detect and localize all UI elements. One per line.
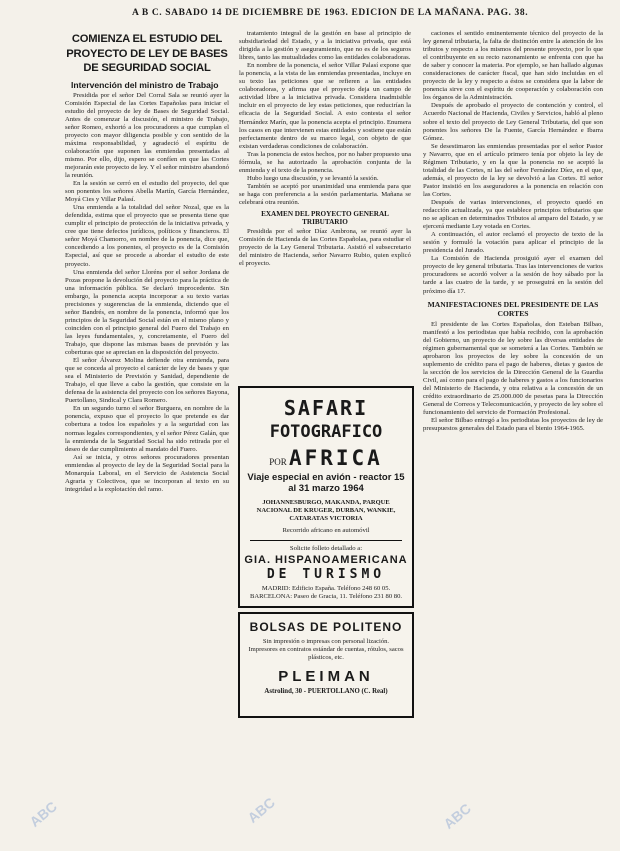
ad-trip-dates: Viaje especial en avión - reactor 15 al 31 marzo 1964	[247, 472, 405, 494]
paragraph: En nombre de la ponencia, el señor Villar Palasí expone que la ponencia, a la vista de las enmiendas presentadas, incluye en su texto las peticiones que se refieren a las entidades colaboradoras, y afirma que el proyecto deja un campo de actividad libre a la iniciativa privada. Considera inadmisible incluir en el proyecto de ley estas peticiones, que reducirían la eficacia de la Seguridad Social. A esto contesta el señor Hernández Marín, que la ponencia acepta el principio. Enumera los casos en que intervienen estas entidades y sostiene que están perfectamente dentro de su marco legal, con objeto de que existan verdaderas condiciones de colaboración.	[239, 62, 411, 150]
ad-request: Solicite folleto detallado a:	[289, 545, 363, 552]
paragraph: Se desestimaron las enmiendas presentadas por el señor Pastor y Navarro, que en el artículo primero tenía por objeto la ley de Régimen Tributario, y en la que la ponencia no se aceptó la totalidad de las Cortes, ni las del señor Fernández Díez, en el que, además, el proyecto de la ley se devolvió a las Cortes. El señor Pastor insistió en los aseguradores a la ponencia en relación con las Cortes.	[423, 142, 603, 198]
advertisement-politeno	[238, 612, 414, 718]
paragraph: En un segundo turno el señor Burguera, en nombre de la ponencia, expuso que el proyecto lo que pretende es dar cobertura a todos los españoles y a la seguridad con las normas legales correspondientes, y el señor Pérez Galán, que la enmienda de la Seguridad Social ha sido retirada por el deseo de dar cumplimiento al mandato del Fuero.	[65, 405, 229, 453]
paragraph: Después de aprobado el proyecto de contención y control, el Acuerdo Nacional de Hacienda, Civiles y Servicios, habló al pleno sobre el texto del proyecto de Ley General Tributaria, del que son ponentes los señores De la Fuente, García Hernández e Ibarra Gómez.	[423, 102, 603, 142]
paragraph: A continuación, el autor reclamó el proyecto de texto de la sesión y formuló la votación para aplicar el principio de la presidencia del Jurado.	[423, 231, 603, 255]
ad2-title: BOLSAS DE POLITENO	[249, 620, 403, 634]
watermark-logo: ABC	[26, 798, 60, 830]
paragraph: Así se inicia, y otros señores procuradores presentan enmiendas al proyecto de ley de la Seguridad Social para la Monarquía Laboral, en el Servicio de Asistencia Social Agraria y Colectivos, que se incorporan al texto en su integridad a la explotación del ramo.	[65, 453, 229, 493]
column-middle	[239, 30, 411, 380]
watermark-logo: ABC	[440, 800, 474, 832]
paragraph: La Comisión de Hacienda prosiguió ayer el examen del proyecto de ley general tributaria. Tras las intervenciones de varios procuradores se acordó volver a la sesión de hoy sábado por la tarde a las cuatro de la tarde, y se proseguirá en la sesión del próximo día 17.	[423, 255, 603, 295]
ad-agency-name: GIA. HISPANOAMERICANA	[244, 554, 408, 566]
column-right	[423, 30, 603, 845]
ad-fotografico-word: FOTOGRAFICO	[269, 422, 383, 442]
ad-safari-word: SAFARI	[283, 396, 369, 420]
ad-destinations: JOHANNESBURGO, MAKANDA, PARQUE NACIONAL DE KRUGER, DURBAN, WANKIE, CATARATAS VICTORIA	[256, 499, 396, 522]
paragraph: Hubo luego una discusión, y se levantó la sesión.	[247, 174, 379, 182]
paragraph: El presidente de las Cortes Españolas, don Esteban Bilbao, manifestó a los periodistas que había recibido, con la aprobación del Gobierno, un proyecto de ley sobre las diversas entidades de régimen gubernamental que se someterá a las Cortes. También se aprobaron los proyectos de ley sobre la concesión de un suplemento de crédito para el pago de haberes, dietas y gastos de la sección de los servicios de la Dirección General de la Guardia Civil, así como para el pago de haberes y gastos a los funcionarios del Ministerio de Hacienda, y otra relativa a la concesión de un crédito extraordinario de 25.000.000 de pesetas para la Dirección General de Correos y Telecomunicación, y proyecto de ley sobre el funcionamiento del servicio de Formación Profesional.	[423, 320, 603, 417]
section-heading: EXAMEN DEL PROYECTO GENERAL TRIBUTARIO	[261, 210, 389, 227]
paragraph: tratamiento integral de la gestión en base al principio de subsidiariedad del Estado, y a la iniciativa privada, que está dirigida a la gestión y aseguramiento, que no es de los seguros libres, tanto las mutualidades como las entidades colaboradoras.	[239, 30, 411, 62]
ad2-brand: PLEIMAN	[278, 668, 374, 685]
ad-africa: AFRICA	[288, 446, 383, 470]
paragraph: También se aceptó por unanimidad una enmienda para que se haga con preferencia a la sesión parlamentaria. Mañana se celebrará otra reunión.	[239, 182, 411, 206]
ad-por: POR	[269, 457, 287, 467]
paragraph: caciones el sentido eminentemente técnico del proyecto de la ley general tributaria, la falta de distinción entre la atención de los tributos y respecto a los mismos del presente proyecto, por lo que el contribuyente en su recto razonamiento se enfrenta con que ha de saber y conocer la materia. Por ejemplo, se han hallado algunas consideraciones de carácter fiscal, que han sido incluidas en el proyecto de la ley y respecto a éstos se considera que la labor de ponencia sirve con el espíritu de cooperación y colaboración con los órganos de la Administración.	[423, 30, 603, 102]
column-left	[65, 30, 229, 845]
paragraph: Después de varias intervenciones, el proyecto quedó en redacción actualizada, ya que establece principios tributarios que no se aplican en determinados Tributos al amparo del Estado, y se ejercerá mediante Ley votada en Cortes.	[423, 198, 603, 231]
ad2-address: Astrolind, 30 - PUERTOLLANO (C. Real)	[264, 688, 388, 695]
ad-por-africa	[240, 446, 412, 470]
ad-addresses: MADRID: Edificio España. Teléfono 248 60 05. BARCELONA: Paseo de Gracia, 11. Teléfono 231 80 80.	[249, 585, 403, 601]
ad-divider	[250, 540, 402, 541]
paragraph: Una enmienda a la totalidad del señor Nozal, que es la defendida, estima que el proyecto que se presenta tiene que cumplir el principio de protección de la iniciativa privada, y cree que tiene defectos jurídicos, políticos y financieros. El señor Moyá Chamorro, en nombre de la ponencia, dice que, concediendo a los ponentes, el proyecto es de la Comisión Especial, así que se procede a abordar el estudio de este proyecto.	[65, 204, 229, 268]
paragraph: Presidida por el señor Díaz Ambrona, se reunió ayer la Comisión de Hacienda de las Cortes Españolas, para estudiar el proyecto de la Ley General Tributaria. Asistió el subsecretario del ministro de Hacienda, señor Navarro Rubio, quien explicó el proyecto.	[239, 228, 411, 268]
ad-agency-name-2: DE TURISMO	[266, 567, 386, 582]
paragraph: El señor Álvarez Molina defiende otra enmienda, para que se conceda al proyecto el carácter de ley de bases y que sea el Ministerio de Previsión y Sanidad, dependiente de Trabajo, el que lleve a cabo la gestión, que consiste en la defensa de la asistencia del proyecto con los señores Bayona, Puertollano, Sindical y Clara Romero.	[65, 357, 229, 405]
advertisement-safari	[238, 386, 414, 608]
paragraph: Presidida por el señor Del Corral Sala se reunió ayer la Comisión Especial de las Cortes Españolas para iniciar el estudio del proyecto de ley de Bases de Seguridad Social. Antes de comenzar la discusión, el ministro de Trabajo, señor Romeo, exhortó a los procuradores a que cumplan el proyecto con mayor diligencia posible y con sentido de la máxima responsabilidad, y agradeció el espíritu de colaboración que suponen las enmiendas presentadas al mismo. Por ello, dijo, espero se confíen en que las Cortes mejorarán este proyecto de ley. Y el señor ministro abandonó la reunión.	[65, 91, 229, 180]
article-headline: COMIENZA EL ESTUDIO DEL PROYECTO DE LEY DE BASES DE SEGURIDAD SOCIAL	[66, 33, 228, 74]
article-subheading: Intervención del ministro de Trabajo	[71, 79, 219, 90]
paragraph: Tras la ponencia de estos hechos, por no haber propuesto una fórmula, se ha autorizado la aprobación conjunta de la enmienda y el texto de la ponencia.	[239, 150, 411, 174]
paragraph: Una enmienda del señor Lloréns por el señor Jordana de Pozas propone la devolución del proyecto para la práctica de una información pública. Se declaró improcedente. Sin embargo, la ponencia acepta incorporar a su texto varias precisiones y sugerencias de la enmienda, diciendo que el señor Bandrés, en nombre de la ponencia, informó que los principios de la Seguridad Social están en el mismo plano y coinciden con el principio general del Fuero del Trabajo en las leyes fundamentales, y, concretamente, el Fuero del Trabajo, que dispone las mismas bases de previsión y las coberturas que se aprecian en la disposición del proyecto.	[65, 268, 229, 357]
section-heading: MANIFESTACIONES DEL PRESIDENTE DE LAS CORTES	[427, 299, 599, 318]
paragraph: En la sesión se cerró en el estudio del proyecto, del que son ponentes los señores Abella Martín, García Hernández, Moyá Cies y Villar Palasí.	[65, 180, 229, 204]
paragraph: El señor Bilbao entregó a los periodistas los proyectos de ley de presupuestos generales del Estado para el bienio 1964-1965.	[423, 417, 603, 433]
watermark-logo: ABC	[244, 794, 278, 826]
page-header: A B C. SABADO 14 DE DICIEMBRE DE 1963. EDICION DE LA MAÑANA. PAG. 38.	[132, 8, 529, 18]
ad2-body: Sin impresión o impresas con personal lización. Impresores en contratos estándar de cuentas, rótulos, sacos plásticos, etc.	[248, 638, 404, 661]
ad-route: Recorrido africano en automóvil	[282, 527, 370, 534]
